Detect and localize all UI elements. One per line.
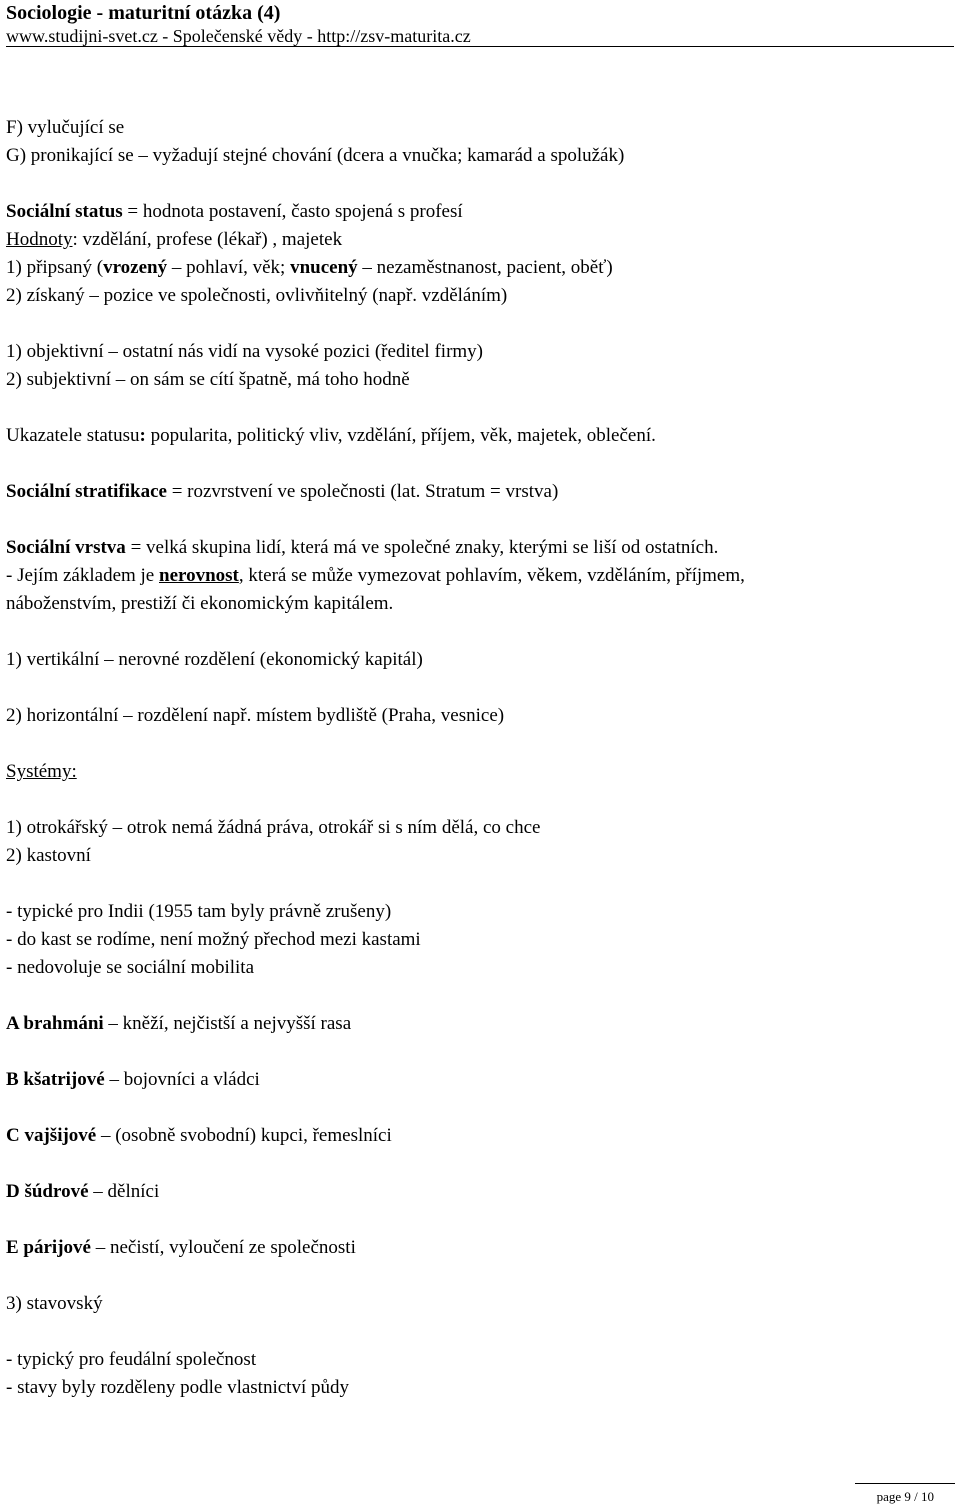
line-f: F) vylučující se xyxy=(6,117,125,138)
line-pripsany: 1) připsaný (vrozený – pohlaví, věk; vnucený – nezaměstnanost, pacient, oběť) xyxy=(6,257,613,278)
line-kastovni: 2) kastovní xyxy=(6,845,91,866)
header-divider xyxy=(6,46,954,47)
page-number: page 9 / 10 xyxy=(876,1489,934,1504)
line-stavy: - stavy byly rozděleny podle vlastnictví půdy xyxy=(6,1377,349,1398)
source-url: www.studijni-svet.cz - Společenské vědy - http://zsv-maturita.cz xyxy=(6,26,471,46)
line-objektivni: 1) objektivní – ostatní nás vidí na vysoké pozici (ředitel firmy) xyxy=(6,341,484,362)
line-stratifikace: Sociální stratifikace = rozvrstvení ve společnosti (lat. Stratum = vrstva) xyxy=(6,481,559,502)
line-ziskany: 2) získaný – pozice ve společnosti, ovlivňitelný (např. vzděláním) xyxy=(6,285,508,306)
page-header xyxy=(6,0,954,47)
line-vrstva: Sociální vrstva = velká skupina lidí, která má ve společné znaky, kterými se liší od ostatních. xyxy=(6,537,719,558)
line-kasty: - do kast se rodíme, není možný přechod mezi kastami xyxy=(6,929,421,950)
line-feudalni: - typický pro feudální společnost xyxy=(6,1349,257,1370)
line-social-status: Sociální status = hodnota postavení, často spojená s profesí xyxy=(6,201,463,222)
footer-divider xyxy=(855,1483,955,1484)
line-sudrove: D šúdrové – dělníci xyxy=(6,1181,160,1202)
line-ukazatele: Ukazatele statusu: popularita, politický vliv, vzdělání, příjem, věk, majetek, oblečení. xyxy=(6,425,656,446)
line-horizontalni: 2) horizontální – rozdělení např. místem bydliště (Praha, vesnice) xyxy=(6,705,505,726)
line-subjektivni: 2) subjektivní – on sám se cítí špatně, má toho hodně xyxy=(6,369,410,390)
line-parijove: E párijové – nečistí, vyloučení ze společnosti xyxy=(6,1237,356,1258)
line-vertikalni: 1) vertikální – nerovné rozdělení (ekonomický kapitál) xyxy=(6,649,423,670)
line-ksatrijove: B kšatrijové – bojovníci a vládci xyxy=(6,1069,260,1090)
heading-systemy: Systémy: xyxy=(6,761,77,782)
line-zaklad-cont: náboženstvím, prestiží či ekonomickým kapitálem. xyxy=(6,593,394,614)
line-vajsijove: C vajšijové – (osobně svobodní) kupci, řemeslníci xyxy=(6,1125,392,1146)
line-hodnoty: Hodnoty: vzdělání, profese (lékař) , majetek xyxy=(6,229,343,250)
line-indie: - typické pro Indii (1955 tam byly právně zrušeny) xyxy=(6,901,392,922)
line-mobilita: - nedovoluje se sociální mobilita xyxy=(6,957,255,978)
line-zaklad: - Jejím základem je nerovnost, která se může vymezovat pohlavím, věkem, vzděláním, příjmem, xyxy=(6,565,745,586)
document-title: Sociologie - maturitní otázka (4) xyxy=(6,2,281,24)
line-brahmani: A brahmáni – kněží, nejčistší a nejvyšší rasa xyxy=(6,1013,352,1034)
line-stavovsky: 3) stavovský xyxy=(6,1293,103,1314)
line-otrokarsky: 1) otrokářský – otrok nemá žádná práva, otrokář si s ním dělá, co chce xyxy=(6,817,541,838)
line-g: G) pronikající se – vyžadují stejné chování (dcera a vnučka; kamarád a spolužák) xyxy=(6,145,625,166)
